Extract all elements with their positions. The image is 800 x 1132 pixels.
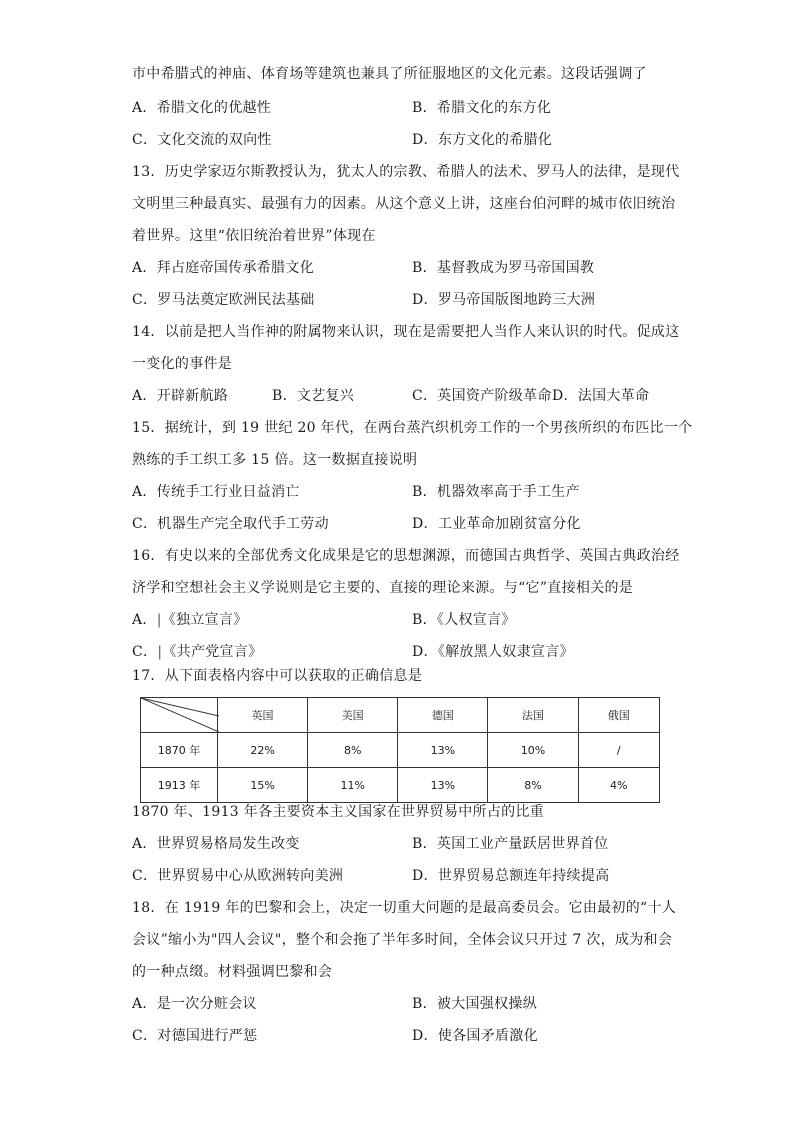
table-row-year: 1870 年 <box>141 733 218 768</box>
table-cell: 4% <box>578 768 660 803</box>
table-cell: 22% <box>218 733 308 768</box>
q17-stem: 17．从下面表格内容中可以获取的正确信息是 <box>132 668 423 684</box>
table-cell: / <box>578 733 660 768</box>
q17-option-c[interactable]: C．世界贸易中心从欧洲转向美洲 <box>132 868 344 884</box>
table-header-cell: 美国 <box>308 698 398 733</box>
q12-option-b[interactable]: B．希腊文化的东方化 <box>412 100 552 116</box>
table-cell: 8% <box>488 768 578 803</box>
q13-option-d[interactable]: D．罗马帝国版图地跨三大洲 <box>412 292 596 308</box>
table-header-cell: 法国 <box>488 698 578 733</box>
table-header-cell: 德国 <box>398 698 488 733</box>
q13-option-a[interactable]: A．拜占庭帝国传承希腊文化 <box>132 260 315 276</box>
q18-option-d[interactable]: D．使各国矛盾激化 <box>412 1028 538 1044</box>
q12-stem-end: 市中希腊式的神庙、体育场等建筑也兼具了所征服地区的文化元素。这段话强调了 <box>132 66 647 82</box>
q12-option-a[interactable]: A．希腊文化的优越性 <box>132 100 272 116</box>
q15-option-b[interactable]: B．机器效率高于手工生产 <box>412 484 580 500</box>
q18-stem-line3: 的一种点缀。材料强调巴黎和会 <box>132 964 333 980</box>
q12-option-c[interactable]: C．文化交流的双向性 <box>132 132 272 148</box>
table-header-row <box>141 698 660 733</box>
table-row <box>141 768 660 803</box>
q16-option-a-letter: A． <box>132 612 157 628</box>
q14-option-a[interactable]: A．开辟新航路 <box>132 388 229 404</box>
q17-option-d[interactable]: D．世界贸易总额连年持续提高 <box>412 868 610 884</box>
table-corner-cell <box>141 698 218 733</box>
q14-option-c[interactable]: C．英国资产阶级革命 <box>412 388 552 404</box>
trade-share-table <box>140 697 660 803</box>
table-row-year: 1913 年 <box>141 768 218 803</box>
q16-option-c-letter: C． <box>132 644 158 660</box>
q14-stem-line1: 14．以前是把人当作神的附属物来认识，现在是需要把人当作人来认识的时代。促成这 <box>132 324 680 340</box>
diagonal-divider-icon <box>141 698 219 732</box>
table-header-cell: 英国 <box>218 698 308 733</box>
table-cell: 13% <box>398 768 488 803</box>
q18-stem-line2: 会议”缩小为"四人会议"，整个和会拖了半年多时间，全体会议只开过 7 次，成为和会 <box>132 932 673 948</box>
q15-stem-line1: 15．据统计，到 19 世纪 20 年代，在两台蒸汽织机旁工作的一个男孩所织的布匹比一个 <box>132 420 693 436</box>
table-cell: 8% <box>308 733 398 768</box>
q18-stem-line1: 18．在 1919 年的巴黎和会上，决定一切重大问题的是最高委员会。它由最初的“十人 <box>132 900 677 916</box>
q16-option-c[interactable] <box>132 642 262 662</box>
q14-option-d[interactable]: D．法国大革命 <box>552 388 650 404</box>
q15-option-d[interactable]: D．工业革命加剧贫富分化 <box>412 516 581 532</box>
table-cell: 15% <box>218 768 308 803</box>
q14-stem-line2: 一变化的事件是 <box>132 356 233 372</box>
q13-stem-line3: 着世界。这里“依旧统治着世界”体现在 <box>132 228 376 244</box>
q16-option-a[interactable] <box>132 610 248 630</box>
table-header-cell: 俄国 <box>578 698 660 733</box>
table-cell: 10% <box>488 733 578 768</box>
q13-option-b[interactable]: B．基督教成为罗马帝国国教 <box>412 260 595 276</box>
q16-option-b[interactable]: B．《人权宣言》 <box>412 612 516 628</box>
cursor-bar-icon: | <box>156 612 162 628</box>
q15-option-c[interactable]: C．机器生产完全取代手工劳动 <box>132 516 329 532</box>
q16-option-a-text: 《独立宣言》 <box>161 612 248 628</box>
q18-option-c[interactable]: C．对德国进行严惩 <box>132 1028 258 1044</box>
q18-option-a[interactable]: A．是一次分赃会议 <box>132 996 257 1012</box>
q13-stem-line1: 13．历史学家迈尔斯教授认为，犹太人的宗教、希腊人的法术、罗马人的法律，是现代 <box>132 164 680 180</box>
q18-option-b[interactable]: B．被大国强权操纵 <box>412 996 537 1012</box>
q16-stem-line2: 济学和空想社会主义学说则是它主要的、直接的理论来源。与“它”直接相关的是 <box>132 580 634 596</box>
q13-option-c[interactable]: C．罗马法奠定欧洲民法基础 <box>132 292 315 308</box>
cursor-bar-icon: | <box>157 644 163 660</box>
table-cell: 11% <box>308 768 398 803</box>
q16-stem-line1: 16．有史以来的全部优秀文化成果是它的思想渊源，而德国古典哲学、英国古典政治经 <box>132 548 680 564</box>
table-cell: 13% <box>398 733 488 768</box>
q13-stem-line2: 文明里三种最真实、最强有力的因素。从这个意义上讲，这座台伯河畔的城市依旧统治 <box>132 196 676 212</box>
q12-option-d[interactable]: D．东方文化的希腊化 <box>412 132 553 148</box>
table-row <box>141 733 660 768</box>
q17-option-b[interactable]: B．英国工业产量跃居世界首位 <box>412 836 609 852</box>
q15-option-a[interactable]: A．传统手工行业日益消亡 <box>132 484 300 500</box>
q16-option-d[interactable]: D．《解放黑人奴隶宣言》 <box>412 644 574 660</box>
q16-option-c-text: 《共产党宣言》 <box>162 644 263 660</box>
q17-option-a[interactable]: A．世界贸易格局发生改变 <box>132 836 300 852</box>
q17-table-caption: 1870 年、1913 年各主要资本主义国家在世界贸易中所占的比重 <box>132 804 545 820</box>
q14-option-b[interactable]: B．文艺复兴 <box>272 388 355 404</box>
q15-stem-line2: 熟练的手工织工多 15 倍。这一数据直接说明 <box>132 452 418 468</box>
